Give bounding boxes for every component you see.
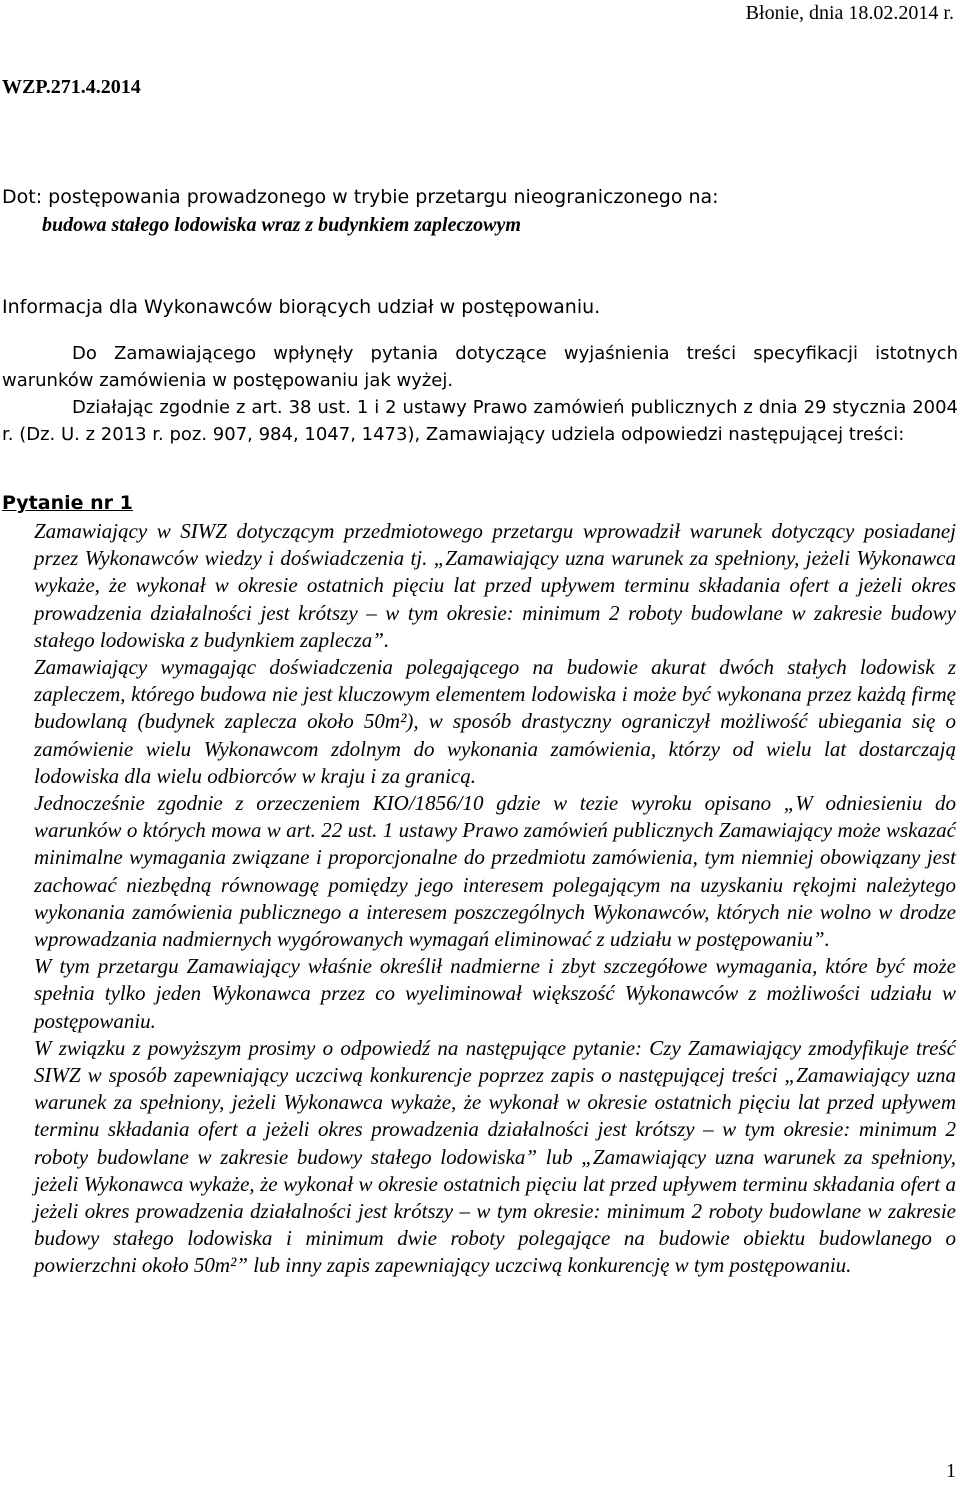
question-paragraph: Zamawiający w SIWZ dotyczącym przedmiotowego przetargu wprowadził warunek dotyczący posiadanej przez Wykonawców wiedzy i doświadczenia tj. „Zamawiający uzna warunek za spełniony, jeżeli Wykonawca wykaże, że wykonał w okresie ostatnich pięciu lat przed upływem terminu składania ofert a jeżeli okres prowadzenia działalności jest krótszy – w tym okresie: minimum 2 roboty budowlane w zakresie budowy stałego lodowiska z budynkiem zaplecza”. [34, 519, 956, 652]
subject-title: budowa stałego lodowiska wraz z budynkiem zapleczowym [42, 214, 521, 236]
page-number: 1 [946, 1460, 956, 1482]
question-paragraph: W tym przetargu Zamawiający właśnie określił nadmierne i zbyt szczegółowe wymagania, które być może spełnia tylko jeden Wykonawca przez co wyeliminował większość Wykonawców z możliwości udziału w postępowaniu. [34, 954, 956, 1033]
reference-number: WZP.271.4.2014 [2, 76, 141, 98]
question-paragraph: Zamawiający wymagając doświadczenia polegającego na budowie akurat dwóch stałych lodowisk z zapleczem, którego budowa nie jest kluczowym elementem lodowiska i może być wykonana przez każdą firmę budowlaną (budynek zaplecza około 50m²), w sposób drastyczny ograniczył możliwość ubiegania się o zamówienie wielu Wykonawcom zdolnym do wykonania zamówienia, którzy od wielu lat dostarczają lodowiska dla wielu odbiorców w kraju i za granicą. [34, 655, 956, 788]
question-paragraph: Jednocześnie zgodnie z orzeczeniem KIO/1856/10 gdzie w tezie wyroku opisano „W odniesieniu do warunków o których mowa w art. 22 ust. 1 ustawy Prawo zamówień publicznych Zamawiający może wskazać minimalne wymagania związane i proporcjonalne do przedmiotu zamówienia, tym niemniej obowiązany jest zachować niezbędną równowagę pomiędzy jego interesem polegającym na uzyskaniu rękojmi należytego wykonania zamówienia publicznego a interesem poszczególnych Wykonawców, których nie wolno w drodze wprowadzania nadmiernych wygórowanych wymagań eliminować z udziału w postępowaniu”. [34, 791, 956, 952]
question-paragraph: W związku z powyższym prosimy o odpowiedź na następujące pytanie: Czy Zamawiający zmodyfikuje treść SIWZ w sposób zapewniający uczciwą konkurencje poprzez zapis o następującej treści „Zamawiający uzna warunek za spełniony, jeżeli Wykonawca wykaże, że wykonał w okresie ostatnich pięciu lat przed upływem terminu składania ofert a jeżeli okres prowadzenia działalności jest krótszy – w tym okresie: minimum 2 roboty budowlane w zakresie budowy stałego lodowiska” lub „Zamawiający uzna warunek za spełniony, jeżeli Wykonawca wykaże, że wykonał w okresie ostatnich pięciu lat przed upływem terminu składania ofert a jeżeli okres prowadzenia działalności jest krótszy – w tym okresie: minimum 2 roboty budowlane w zakresie budowy stałego lodowiska i minimum dwie roboty polegające na budowie obiektu budowlanego o powierzchni około 50m²” lub inny zapis zapewniający uczciwą konkurencję w tym postępowaniu. [34, 1035, 956, 1278]
legal-basis-paragraph: Działając zgodnie z art. 38 ust. 1 i 2 ustawy Prawo zamówień publicznych z dnia 29 stycznia 2004 r. (Dz. U. z 2013 r. poz. 907, 984, 1047, 1473), Zamawiający udziela odpowiedzi następującej treści: [2, 397, 958, 445]
document-date: Błonie, dnia 18.02.2014 r. [745, 2, 954, 24]
question-body [34, 518, 956, 1280]
info-line: Informacja dla Wykonawców biorących udział w postępowaniu. [2, 296, 601, 318]
question-heading: Pytanie nr 1 [2, 492, 133, 514]
subject-label: Dot: postępowania prowadzonego w trybie przetargu nieograniczonego na: [2, 186, 719, 208]
intro-paragraph: Do Zamawiającego wpłynęły pytania dotyczące wyjaśnienia treści specyfikacji istotnych warunków zamówienia w postępowaniu jak wyżej. [2, 343, 958, 391]
